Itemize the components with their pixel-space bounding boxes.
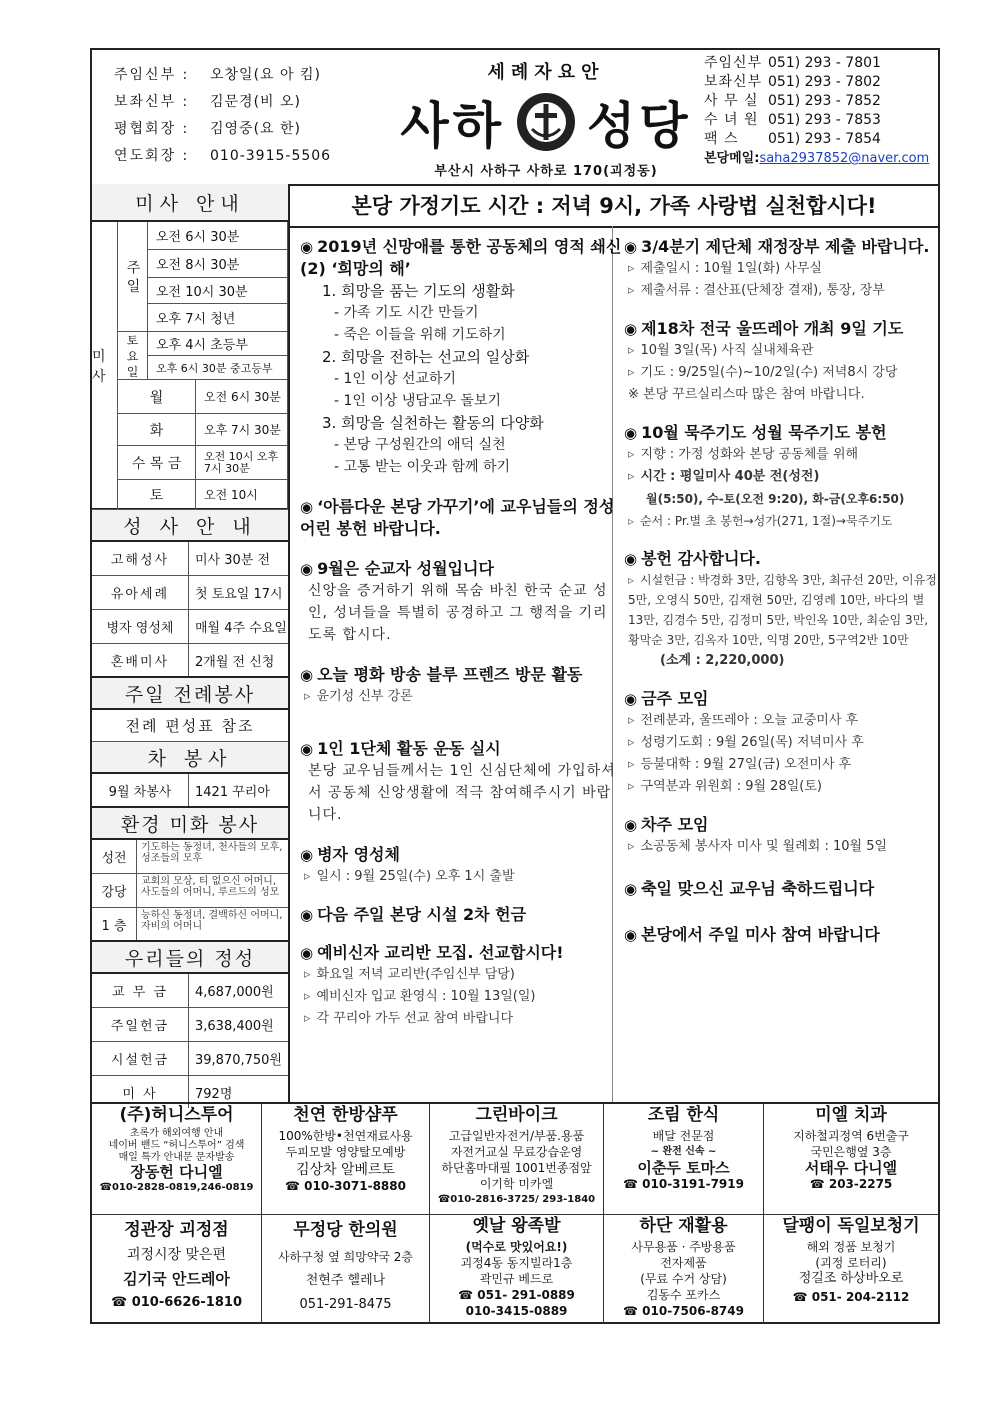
ad-line: 네이버 밴드 “허니스투어” 검색	[108, 1140, 245, 1151]
notice-sub: ▹ 전례분과, 울뜨레아 : 오늘 교중미사 후	[628, 713, 859, 728]
ad-title: 달팽이 독일보청기	[782, 1216, 920, 1236]
notice-heading: ◉ 봉헌 감사합니다.	[624, 549, 761, 568]
ad-line: 괴정시장 맞은편	[126, 1247, 227, 1263]
clergy-role: 평협회장 :	[114, 121, 190, 137]
offering-row	[92, 1008, 288, 1042]
notice-line: - 1인 이상 냉담교우 돌보기	[334, 393, 501, 409]
offering-title: 우리들의 정성	[92, 942, 288, 974]
saturday-label: 토 요 일	[118, 332, 148, 380]
notice-heading: ◉ 오늘 평화 방송 블루 프렌즈 방문 활동	[300, 665, 583, 684]
notice-sub: ▹ 소공동체 봉사자 미사 및 월례회 : 10월 5일	[628, 839, 888, 854]
triangle-icon: ▹	[304, 689, 311, 704]
notice-sub: ▹ 10월 3일(목) 사직 실내체육관	[628, 343, 814, 358]
sacrament-time: 첫 토요일 17시	[195, 587, 283, 602]
ad-line: 사하구청 옆 희망약국 2층	[278, 1250, 413, 1264]
sunday-mass-time: 오전 6시 30분	[148, 222, 288, 250]
notice-line: 3. 희망을 실천하는 활동의 다양화	[322, 414, 544, 432]
triangle-icon: ▹	[304, 1011, 311, 1026]
bullet-icon: ◉	[300, 740, 314, 758]
clergy-row	[114, 143, 331, 170]
ad-box	[92, 1104, 262, 1214]
mass-schedule	[92, 222, 288, 510]
ad-phone: ☎ 051- 204-2112	[792, 1290, 910, 1304]
contact-phone: 051) 293 - 7852	[768, 93, 881, 109]
notice-sub: ▹ 시간 : 평일미사 40분 전(성전)	[628, 469, 820, 484]
triangle-icon: ▹	[628, 757, 635, 772]
contact-phone: 051) 293 - 7854	[768, 131, 881, 147]
offering-name: 교 무 금	[92, 974, 189, 1007]
offering-row	[92, 1042, 288, 1076]
ad-line: (괴정 로터리)	[815, 1256, 887, 1270]
masthead-title	[390, 86, 702, 158]
left-sidebar	[92, 184, 288, 1108]
bullet-icon: ◉	[624, 320, 638, 338]
sacrament-name: 혼배미사	[92, 644, 189, 676]
sunday-mass-time: 오전 8시 30분	[148, 250, 288, 278]
bullet-icon: ◉	[624, 816, 638, 834]
triangle-icon: ▹	[628, 839, 635, 854]
clergy-name: 김문경(비 오)	[210, 94, 301, 110]
notice-heading: ◉ 1인 1단체 활동 운동 실시	[300, 739, 501, 758]
triangle-icon: ▹	[628, 283, 635, 298]
weekday-label: 토	[118, 480, 196, 510]
bullet-icon: ◉	[624, 238, 638, 256]
notice-line: - 죽은 이들을 위해 기도하기	[334, 327, 506, 343]
notice-heading: ◉ 다음 주일 본당 시설 2차 헌금	[300, 905, 527, 924]
contact-label: 사 무 실	[704, 93, 759, 109]
bullet-icon: ◉	[300, 906, 314, 924]
ad-owner: 장동헌 다니엘	[130, 1163, 223, 1181]
notice-sub: ▹ 시설헌금 : 박경화 3만, 김향옥 3만, 최규선 20만, 이유정 5만, 오영식 50만, 김재현 50만, 김영례 10만, 바다의 별 13만, 김경수 5만, 김정미 5만, 박인옥 10만, 최순임 3만, 황막순 3만, 김옥자 10만, 익명 20만, 5구역2반 10만	[628, 573, 937, 647]
contact-list	[704, 54, 929, 168]
sunday-label: 주 일	[118, 222, 148, 332]
bullet-icon: ◉	[300, 498, 314, 516]
env-groups: 교회의 모상, 티 없으신 어머니, 사도들의 어머니, 루르드의 성모	[141, 876, 280, 898]
contact-row	[704, 92, 929, 111]
ad-line: 사무용품 · 주방용품	[631, 1240, 736, 1254]
notice-heading: ◉ 차주 모임	[624, 815, 709, 834]
ad-owner: 천현주 헬레나	[305, 1273, 386, 1288]
ad-phone: 051-291-8475	[299, 1297, 392, 1312]
notice-heading: ◉ 본당에서 주일 미사 참여 바랍니다	[624, 925, 880, 944]
notice-sub: ▹ 기도 : 9/25일(수)~10/2일(수) 저녁8시 강당	[628, 365, 898, 380]
sacrament-name: 유아세례	[92, 576, 189, 609]
ad-owner: 정길조 하상바오로	[798, 1271, 904, 1286]
liturgy-note: 전례 편성표 참조	[92, 710, 288, 742]
email-link[interactable]: saha2937852@naver.com	[759, 151, 930, 166]
contact-row	[704, 111, 929, 130]
triangle-icon: ▹	[304, 967, 311, 982]
ad-phone: ☎ 010-7506-8749	[623, 1304, 744, 1318]
notice-sub: ▹ 각 꾸리아 가두 선교 참여 바랍니다	[304, 1011, 514, 1026]
clergy-list	[114, 62, 331, 170]
bullet-icon: ◉	[300, 846, 314, 864]
env-row	[92, 840, 288, 874]
ad-title: 옛날 왕족발	[472, 1216, 561, 1236]
ad-title: (주)허니스투어	[119, 1105, 234, 1125]
notice-heading: ◉ 3/4분기 제단체 재정장부 제출 바랍니다.	[624, 237, 930, 256]
ad-box	[604, 1215, 764, 1324]
bullet-icon: ◉	[624, 424, 638, 442]
ad-title: 천연 한방샴푸	[293, 1105, 398, 1125]
sacrament-time: 미사 30분 전	[195, 553, 271, 568]
ad-line: 100%한방•천연재료사용	[278, 1129, 413, 1143]
notice-heading: ◉ 2019년 신망애를 통한 공동체의 영적 쇄신(2) ‘희망의 해’	[300, 237, 622, 278]
weekday-label: 수 목 금	[118, 446, 196, 480]
contact-phone: 051) 293 - 7801	[768, 55, 881, 71]
notice-sub: ▹ 윤기성 신부 강론	[304, 689, 413, 704]
notice-heading: ◉ 병자 영성체	[300, 845, 400, 864]
notices-left	[300, 236, 622, 1030]
ad-line: 해외 정품 보청기	[806, 1240, 896, 1254]
notice-sub: ▹ 구역분과 위원회 : 9월 28일(토)	[628, 779, 822, 794]
notice-heading: ◉ 9월은 순교자 성월입니다	[300, 559, 494, 578]
car-service-group: 1421 꾸리아	[195, 784, 270, 800]
clergy-name: 오창일(요 아 킴)	[210, 67, 321, 83]
contact-row	[704, 130, 929, 149]
ad-line: (무료 수거 상담)	[640, 1272, 727, 1286]
notice-body: 본당 교우님들께서는 1인 신심단체에 가입하셔서 공동체 신앙생활에 적극 참여해주시기 바랍니다.	[308, 763, 616, 823]
ad-line: ~ 완전 신속 ~	[650, 1146, 717, 1157]
notice-sub: ▹ 일시 : 9월 25일(수) 오후 1시 출발	[304, 869, 515, 884]
env-place: 1 층	[92, 908, 137, 940]
ad-line: (먹수로 맛있어요!)	[465, 1240, 568, 1254]
ad-line: 지하철괴정역 6번출구	[793, 1129, 909, 1143]
ad-box	[430, 1215, 604, 1324]
notice-sub: ▹ 예비신자 입교 환영식 : 10월 13일(일)	[304, 989, 536, 1004]
weekday-mass-time: 오전 6시 30분	[196, 380, 288, 414]
notice-heading: ◉ 예비신자 교리반 모집. 선교합시다!	[300, 943, 564, 962]
contact-row	[704, 54, 929, 73]
contact-label: 팩 스	[704, 131, 739, 147]
clergy-role: 주임신부 :	[114, 67, 190, 83]
saturday-mass-time: 오후 6시 30분 중고등부	[148, 356, 288, 380]
ad-phone: ☎010-2816-3725/ 293-1840	[437, 1194, 596, 1205]
ad-box	[764, 1104, 938, 1214]
ad-owner: 곽민규 베드로	[479, 1272, 554, 1286]
saturday-mass-time: 오후 4시 초등부	[148, 332, 288, 356]
ad-owner: 이기학 미카엘	[479, 1177, 554, 1191]
ad-phone: ☎ 051- 291-0889 010-3415-0889	[458, 1288, 575, 1318]
notice-line: - 본당 구성원간의 애덕 실천	[334, 437, 506, 453]
env-groups: 능하신 동정녀, 결백하신 어머니, 자비의 어머니	[141, 910, 283, 932]
clergy-row	[114, 116, 331, 143]
ad-phone: ☎010-2828-0819,246-0819	[99, 1182, 254, 1193]
weekday-mass-time: 오전 10시 오후 7시 30분	[196, 446, 288, 480]
clergy-role: 연도회장 :	[114, 148, 190, 164]
triangle-icon: ▹	[628, 343, 635, 358]
bullet-icon: ◉	[624, 690, 638, 708]
ad-box	[262, 1104, 430, 1214]
notice-sub: ▹ 제출일시 : 10월 1일(화) 사무실	[628, 261, 822, 276]
ad-title: 정관장 괴정점	[124, 1220, 229, 1240]
contact-label: 수 녀 원	[704, 112, 759, 128]
contact-phone: 051) 293 - 7853	[768, 112, 881, 128]
ad-line: 전자제품	[660, 1256, 707, 1270]
donation-subtotal: (소계 : 2,220,000)	[660, 653, 785, 668]
ad-line: 자전거교실 무료강습운영	[450, 1145, 583, 1159]
ad-title: 그린바이크	[475, 1105, 558, 1125]
sunday-mass-time: 오후 7시 청년	[148, 304, 288, 332]
header	[92, 50, 938, 186]
notice-line: 1. 희망을 품는 기도의 생활화	[322, 282, 515, 300]
masthead-right: 성당	[587, 97, 692, 155]
notice-heading: ◉ 축일 맞으신 교우님 축하드립니다	[624, 879, 875, 898]
ad-owner: 김동수 포카스	[646, 1288, 721, 1302]
ad-phone: ☎ 010-3191-7919	[623, 1177, 744, 1191]
env-row	[92, 908, 288, 942]
ad-title: 하단 재활용	[639, 1216, 728, 1236]
church-emblem-icon	[515, 91, 577, 153]
contact-row	[704, 73, 929, 92]
ad-box	[262, 1215, 430, 1324]
sacrament-row	[92, 610, 288, 644]
ad-phone: ☎ 010-3071-8880	[285, 1179, 406, 1193]
ad-owner: 김기국 안드레아	[123, 1270, 230, 1288]
ad-line: 배달 전문점	[652, 1129, 715, 1143]
triangle-icon: ▹	[628, 779, 635, 794]
church-address: 부산시 사하구 사하로 170(괴정동)	[434, 164, 658, 179]
offering-amount: 39,870,750원	[195, 1053, 282, 1068]
ad-line: 매일 특가 안내문 문자발송	[118, 1152, 235, 1163]
column-divider	[288, 184, 290, 1102]
ad-title: 무정당 한의원	[293, 1220, 398, 1240]
notice-sub: ▹ 성령기도회 : 9월 26일(목) 저녁미사 후	[628, 735, 864, 750]
contact-label: 보좌신부	[704, 74, 763, 90]
sacrament-row	[92, 576, 288, 610]
ads-section	[92, 1102, 938, 1324]
triangle-icon: ▹	[628, 514, 635, 528]
offering-amount: 792명	[195, 1086, 233, 1102]
env-groups: 기도하는 동정녀, 천사들의 모후, 성조들의 모후	[141, 842, 283, 864]
clergy-row	[114, 62, 331, 89]
offering-name: 미 사	[92, 1076, 189, 1108]
ad-title: 미엘 치과	[815, 1105, 887, 1125]
env-title: 환경 미화 봉사	[92, 808, 288, 840]
weekday-label: 월	[118, 380, 196, 414]
triangle-icon: ▹	[304, 869, 311, 884]
triangle-icon: ▹	[628, 469, 635, 484]
ad-line: 초록가 해외여행 안내	[129, 1128, 224, 1139]
weekday-mass-time: 오후 7시 30분	[196, 414, 288, 446]
notice-line: - 가족 기도 시간 만들기	[334, 305, 479, 321]
triangle-icon: ▹	[628, 365, 635, 380]
sacrament-time: 매월 4주 수요일	[195, 621, 287, 636]
notice-heading: ◉ ‘아름다운 본당 가꾸기’에 교우님들의 정성 어린 봉헌 바랍니다.	[300, 497, 615, 538]
clergy-row	[114, 89, 331, 116]
ad-box	[430, 1104, 604, 1214]
car-service-row	[92, 774, 288, 808]
sunday-mass-time: 오전 10시 30분	[148, 278, 288, 304]
ad-owner: 서태우 다니엘	[804, 1159, 898, 1177]
masthead-left: 사하	[400, 97, 505, 155]
notice-sub: ▹ 등불대학 : 9월 27일(금) 오전미사 후	[628, 757, 852, 772]
ad-box	[92, 1215, 262, 1324]
notice-line: - 고통 받는 이웃과 함께 하기	[334, 459, 511, 475]
offering-amount: 3,638,400원	[195, 1019, 274, 1034]
env-row	[92, 874, 288, 908]
notice-sub: ※ 본당 꾸르실리스따 많은 참여 바랍니다.	[628, 387, 865, 402]
notices-right	[624, 236, 940, 946]
env-place: 강당	[92, 874, 137, 907]
bullet-icon: ◉	[300, 560, 314, 578]
liturgy-title: 주일 전례봉사	[92, 678, 288, 710]
contact-label: 주임신부	[704, 55, 763, 71]
notice-body: 신앙을 증거하기 위해 목숨 바친 한국 순교 성인, 성녀들을 특별히 공경하고 그 행적을 기리도록 합시다.	[308, 583, 608, 643]
mass-guide-title: 미사 안내	[92, 184, 288, 222]
sacrament-row	[92, 542, 288, 576]
ad-line: 괴정4동 동지빌라1층	[460, 1256, 573, 1270]
ad-line: 국민은행옆 3층	[810, 1145, 892, 1159]
triangle-icon: ▹	[628, 713, 635, 728]
car-service-month: 9월 차봉사	[92, 774, 189, 806]
notice-sub: ▹ 화요일 저녁 교리반(주임신부 담당)	[304, 967, 515, 982]
bullet-icon: ◉	[624, 926, 638, 944]
env-place: 성전	[92, 840, 137, 873]
offering-name: 주일헌금	[92, 1008, 189, 1041]
ad-line: 고급일반자전거/부품.용품	[448, 1129, 585, 1143]
bullet-icon: ◉	[300, 944, 314, 962]
notice-heading: ◉ 금주 모임	[624, 689, 709, 708]
ad-owner: 김상차 알베르토	[295, 1162, 396, 1178]
bullet-icon: ◉	[300, 238, 314, 256]
triangle-icon: ▹	[628, 573, 635, 587]
email-row	[704, 149, 929, 168]
offering-amount: 4,687,000원	[195, 985, 274, 1000]
clergy-role: 보좌신부 :	[114, 94, 190, 110]
ad-box	[604, 1104, 764, 1214]
contact-phone: 051) 293 - 7802	[768, 74, 881, 90]
notice-sub: ▹ 지향 : 가정 성화와 본당 공동체를 위해	[628, 447, 859, 462]
sacrament-title: 성 사 안 내	[92, 510, 288, 542]
ad-title: 조림 한식	[647, 1105, 720, 1125]
sacrament-name: 고해성사	[92, 542, 189, 575]
bullet-icon: ◉	[624, 550, 638, 568]
ad-line: 두피모발 영양탈모예방	[285, 1145, 406, 1159]
car-service-title: 차 봉사	[92, 742, 288, 774]
ad-phone: ☎ 010-6626-1810	[110, 1295, 242, 1310]
email-label: 본당메일:	[704, 151, 760, 166]
sacrament-row	[92, 644, 288, 678]
clergy-name: 김영중(요 한)	[210, 121, 301, 137]
notice-sub: ▹ 순서 : Pr.별 초 봉헌→성가(271, 1절)→묵주기도	[628, 514, 893, 528]
ad-box	[764, 1215, 938, 1324]
sacrament-name: 병자 영성체	[92, 610, 189, 643]
sacrament-time: 2개월 전 신청	[195, 654, 275, 670]
ad-owner: 이춘두 토마스	[637, 1159, 730, 1177]
weekday-label: 화	[118, 414, 196, 446]
offering-row	[92, 974, 288, 1008]
headline: 본당 가정기도 시간 : 저녁 9시, 가족 사랑법 실천합시다!	[290, 184, 938, 228]
triangle-icon: ▹	[304, 989, 311, 1004]
bullet-icon: ◉	[624, 880, 638, 898]
notice-heading: ◉ 제18차 전국 울뜨레아 개최 9일 기도	[624, 319, 904, 338]
masthead-subtitle: 세례자요안	[487, 62, 605, 83]
mass-side-label: 미 사	[92, 222, 118, 510]
notice-heading: ◉ 10월 묵주기도 성월 묵주기도 봉헌	[624, 423, 887, 442]
ad-line: 하단홈마대필 1001번종점앞	[441, 1161, 592, 1175]
clergy-name: 010-3915-5506	[210, 148, 332, 164]
notice-line: 2. 희망을 전하는 선교의 일상화	[322, 348, 530, 366]
offering-name: 시설헌금	[92, 1042, 189, 1075]
masthead	[390, 56, 702, 182]
triangle-icon: ▹	[628, 447, 635, 462]
bulletin-page	[90, 48, 940, 1324]
triangle-icon: ▹	[628, 735, 635, 750]
notice-sub: 월(5:50), 수-토(오전 9:20), 화-금(오후6:50)	[646, 492, 905, 506]
notice-line: - 1인 이상 선교하기	[334, 371, 456, 387]
notice-sub: ▹ 제출서류 : 결산표(단체장 결재), 통장, 장부	[628, 283, 885, 298]
weekday-mass-time: 오전 10시	[196, 480, 288, 510]
bullet-icon: ◉	[300, 666, 314, 684]
ad-phone: ☎ 203-2275	[809, 1177, 893, 1191]
triangle-icon: ▹	[628, 261, 635, 276]
